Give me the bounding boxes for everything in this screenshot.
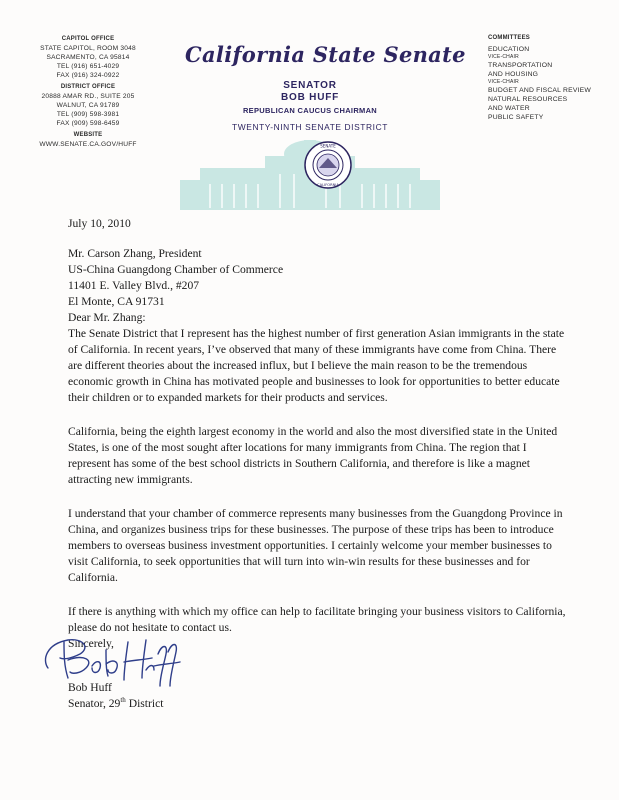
committees-block xyxy=(488,34,613,122)
capitol-fax: FAX (916) 324-0922 xyxy=(56,72,120,79)
committee-name: AND HOUSING xyxy=(488,71,539,78)
salutation: Dear Mr. Zhang: xyxy=(68,311,146,324)
committee-role: VICE-CHAIR xyxy=(488,54,519,60)
recipient-line: US-China Guangdong Chamber of Commerce xyxy=(68,263,284,276)
senate-title: California State Senate xyxy=(185,42,466,67)
signer-title: Senator, 29th District xyxy=(68,696,164,710)
closing: Sincerely, xyxy=(68,637,114,650)
committee-name: TRANSPORTATION xyxy=(488,62,553,69)
body-paragraph: If there is anything with which my office can help to facilitate bringing your business visitors to California, please do not hesitate to contact us. xyxy=(68,605,566,634)
capitol-city-line: SACRAMENTO, CA 95814 xyxy=(46,54,130,61)
district-fax: FAX (909) 598-6459 xyxy=(56,120,120,127)
recipient-line: El Monte, CA 91731 xyxy=(68,295,165,308)
district-office-heading: DISTRICT OFFICE xyxy=(60,84,116,90)
committee-name: BUDGET AND FISCAL REVIEW xyxy=(488,87,591,94)
senator-name: BOB HUFF xyxy=(280,92,340,103)
capitol-phone: TEL (916) 651-4029 xyxy=(56,63,120,70)
letter-body xyxy=(68,216,568,652)
letterhead xyxy=(185,42,466,132)
body-paragraph: The Senate District that I represent has the highest number of first generation Asian immigrants in the state of California. In recent years, I’ve observed that many of these immigrants have come from China. There are different theories about the increased influx, but I believe the main reason to be the tremendous economic growth in China has motivated people and businesses to look for opportunities to better educate their children or to expanded markets for their products and services. xyxy=(68,327,565,404)
capitol-office-heading: CAPITOL OFFICE xyxy=(61,36,115,42)
website-url: WWW.SENATE.CA.GOV/HUFF xyxy=(39,141,137,148)
body-paragraph: California, being the eighth largest economy in the world and also the most diversified state in the United States, is one of the most sought after locations for many immigrants from China. The region that I represent has some of the best school districts in Southern California, and therefore is like a magnet attracting new immigrants. xyxy=(68,425,558,486)
recipient-line: 11401 E. Valley Blvd., #207 xyxy=(68,279,200,292)
committee-name: PUBLIC SAFETY xyxy=(488,114,544,121)
signer-name: Bob Huff xyxy=(68,681,112,694)
caucus-title: REPUBLICAN CAUCUS CHAIRMAN xyxy=(242,106,378,115)
district-phone: TEL (909) 598-3981 xyxy=(56,111,120,118)
committee-name: NATURAL RESOURCES xyxy=(488,96,568,103)
senate-seal-emblem xyxy=(303,140,353,190)
svg-text:CALIFORNIA: CALIFORNIA xyxy=(317,183,339,187)
letter-date: July 10, 2010 xyxy=(68,217,131,230)
committee-name: EDUCATION xyxy=(488,46,530,53)
capitol-address-line: STATE CAPITOL, ROOM 3048 xyxy=(40,45,136,52)
recipient-address xyxy=(68,246,568,310)
office-address-block xyxy=(18,34,158,149)
committee-name: AND WATER xyxy=(488,105,530,112)
district-title: TWENTY-NINTH SENATE DISTRICT xyxy=(232,122,388,132)
senator-label: SENATOR xyxy=(283,80,337,91)
signature-block xyxy=(68,680,163,712)
recipient-line: Mr. Carson Zhang, President xyxy=(68,247,202,260)
body-paragraph: I understand that your chamber of commerce represents many businesses from the Guangdong Province in China, and organizes business trips for these businesses. The purpose of these trips has been to introduce members to overseas business investment opportunities. I certainly welcome your member businesses to visit California, to seek opportunities that will turn into win-win results for these businesses and for California. xyxy=(68,507,563,584)
district-city-line: WALNUT, CA 91789 xyxy=(56,102,120,109)
committee-role: VICE-CHAIR xyxy=(488,79,519,85)
svg-text:SENATE: SENATE xyxy=(320,143,336,149)
committees-heading: COMMITTEES xyxy=(488,35,530,41)
district-address-line: 20888 AMAR RD., SUITE 205 xyxy=(41,93,135,100)
website-heading: WEBSITE xyxy=(73,132,103,138)
